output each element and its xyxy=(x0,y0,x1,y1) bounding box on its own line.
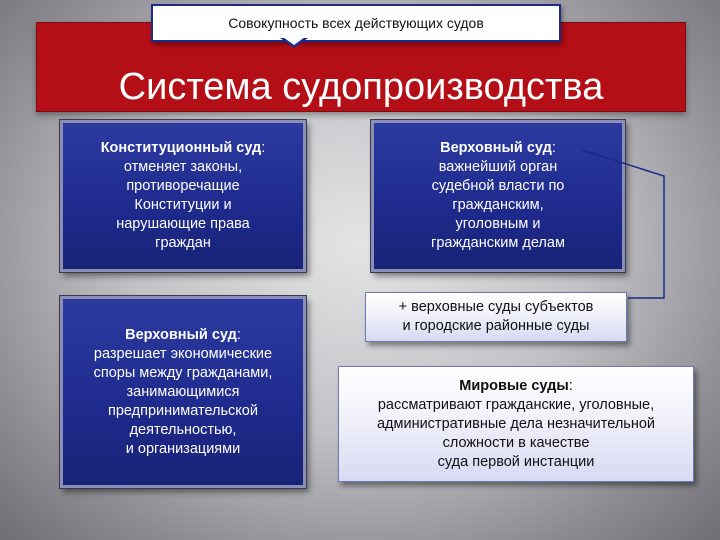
card-line: деятельностью, xyxy=(129,421,237,438)
card-head: Верховный суд xyxy=(125,326,237,343)
card-line: занимающимися xyxy=(126,383,240,400)
card-line: и организациями xyxy=(125,440,241,457)
card-head: Конституционный суд xyxy=(100,140,262,156)
card-line: нарушающие права xyxy=(116,216,250,232)
card-head: Мировые суды xyxy=(459,377,569,394)
card-line: споры между гражданами, xyxy=(93,364,273,381)
card-line: разрешает экономические xyxy=(93,345,273,362)
card-line: и городские районные суды xyxy=(402,318,590,334)
card-line: административные дела незначительной xyxy=(376,415,656,432)
page-title: Система судопроизводства xyxy=(118,66,604,108)
card-line: гражданским, xyxy=(452,197,544,213)
card-head: Верховный суд xyxy=(440,140,552,156)
card-line: судебной власти по xyxy=(431,178,565,194)
subtitle-callout xyxy=(151,4,561,42)
card-head-line: Верховный суд: xyxy=(125,326,241,343)
card-line: сложности в качестве xyxy=(442,434,590,451)
card-line: важнейший орган xyxy=(438,159,558,175)
card-line: отменяет законы, xyxy=(123,159,243,175)
card-line: + верховные суды субъектов xyxy=(398,299,594,315)
subtitle-text: Совокупность всех действующих судов xyxy=(228,15,484,31)
callout-pointer-fill xyxy=(283,37,305,45)
card-line: рассматривают гражданские, уголовные, xyxy=(377,396,655,413)
card-line: уголовным и xyxy=(455,216,541,232)
card-line: противоречащие xyxy=(126,178,240,194)
card-head-line: Мировые суды: xyxy=(459,377,573,394)
card-line: гражданским делам xyxy=(431,235,565,251)
card-line: предпринимательской xyxy=(108,402,258,419)
card-line: Конституции и xyxy=(134,197,232,213)
card-head-line: Конституционный суд: xyxy=(100,140,266,156)
connector-line xyxy=(582,150,664,298)
card-line: граждан xyxy=(155,235,211,251)
card-line: суда первой инстанции xyxy=(437,453,595,470)
card-head-line: Верховный суд: xyxy=(440,140,556,156)
